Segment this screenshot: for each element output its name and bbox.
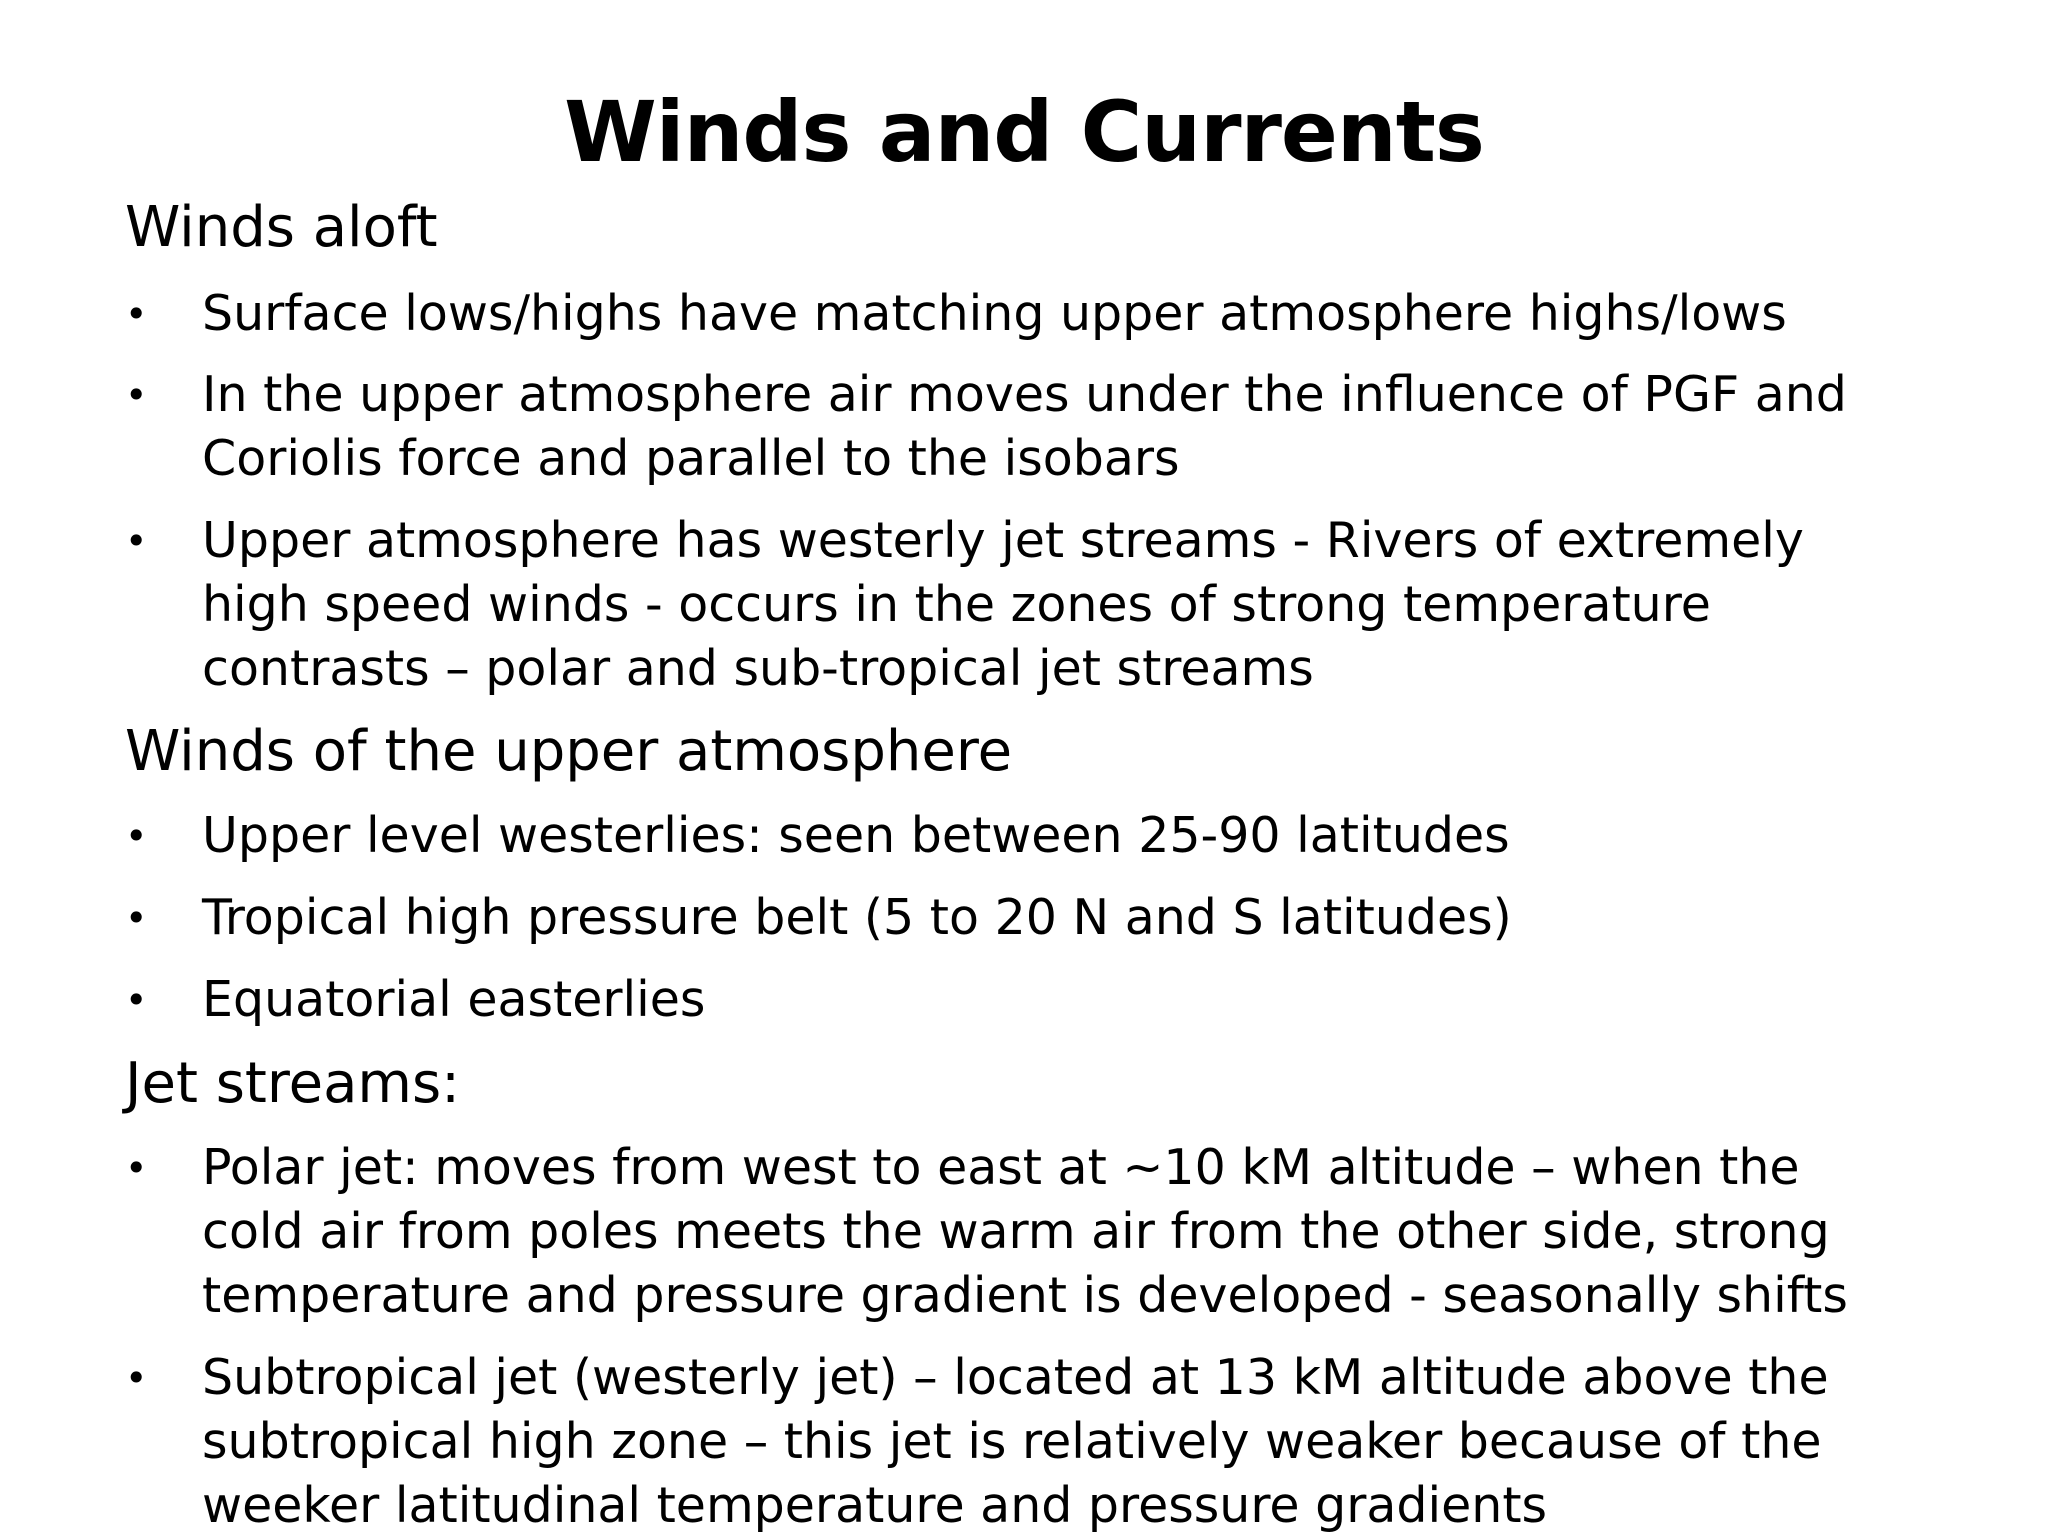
bullet-line: Subtropical jet (westerly jet) – located at 13 kM altitude above the xyxy=(202,1349,1829,1406)
bullet-glyph: • xyxy=(125,1356,148,1400)
bullet-text xyxy=(202,509,2042,701)
bullet-text xyxy=(202,1346,2042,1538)
bullet-text xyxy=(202,1136,2042,1328)
bullet-glyph: • xyxy=(125,978,148,1022)
bullet-glyph: • xyxy=(125,292,148,336)
bullet-line: Polar jet: moves from west to east at ~10 kM altitude – when the xyxy=(202,1139,1800,1196)
bullet-line: Equatorial easterlies xyxy=(202,971,706,1028)
section-heading-jet-streams: Jet streams: xyxy=(125,1051,461,1116)
section-heading-winds-aloft: Winds aloft xyxy=(125,195,438,260)
bullet-glyph: • xyxy=(125,519,148,563)
bullet-line: Surface lows/highs have matching upper atmosphere highs/lows xyxy=(202,285,1787,342)
bullet-glyph: • xyxy=(125,896,148,940)
bullet-glyph: • xyxy=(125,373,148,417)
bullet-line: In the upper atmosphere air moves under the influence of PGF and xyxy=(202,366,1847,423)
bullet-line: high speed winds - occurs in the zones of strong temperature xyxy=(202,576,1711,633)
slide-title: Winds and Currents xyxy=(564,83,1484,181)
bullet-line: Upper atmosphere has westerly jet streams - Rivers of extremely xyxy=(202,512,1804,569)
bullet-line: contrasts – polar and sub-tropical jet streams xyxy=(202,640,1314,697)
bullet-line: weeker latitudinal temperature and pressure gradients xyxy=(202,1477,1548,1534)
bullet-line: Coriolis force and parallel to the isobars xyxy=(202,430,1180,487)
bullet-text xyxy=(202,282,2042,346)
bullet-text xyxy=(202,363,2042,491)
bullet-glyph: • xyxy=(125,1146,148,1190)
bullet-line: Upper level westerlies: seen between 25-90 latitudes xyxy=(202,807,1510,864)
bullet-text xyxy=(202,886,2042,950)
bullet-glyph: • xyxy=(125,814,148,858)
bullet-text xyxy=(202,968,2042,1032)
bullet-line: cold air from poles meets the warm air from the other side, strong xyxy=(202,1203,1830,1260)
bullet-line: subtropical high zone – this jet is relatively weaker because of the xyxy=(202,1413,1822,1470)
section-heading-upper-atmosphere: Winds of the upper atmosphere xyxy=(125,719,1013,784)
bullet-line: Tropical high pressure belt (5 to 20 N and S latitudes) xyxy=(202,889,1512,946)
bullet-line: temperature and pressure gradient is developed - seasonally shifts xyxy=(202,1267,1848,1324)
bullet-text xyxy=(202,804,2042,868)
